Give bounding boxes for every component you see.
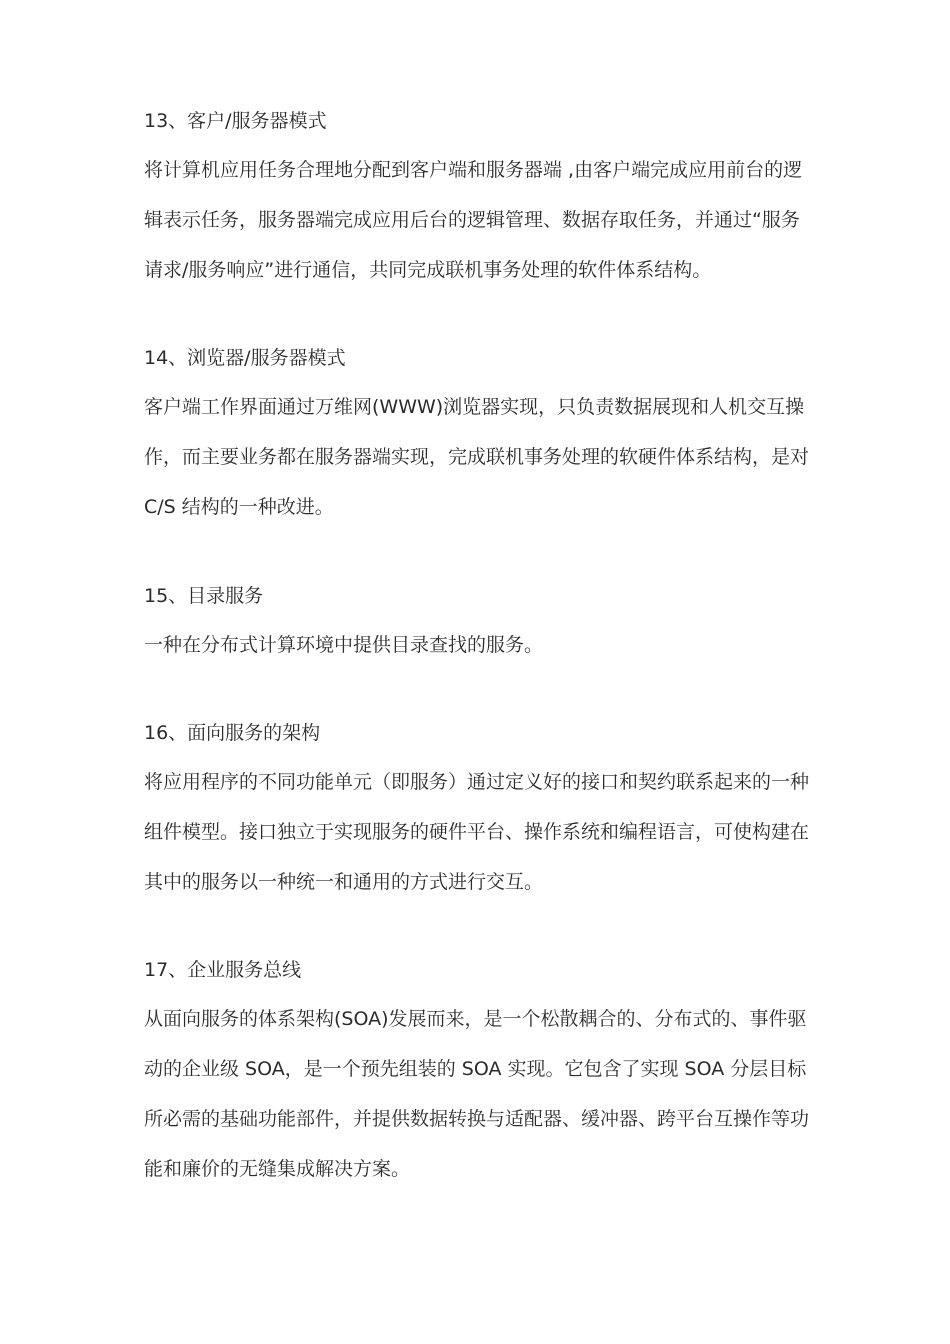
paragraph-line: 辑表示任务，服务器端完成应用后台的逻辑管理、数据存取任务，并通过“服务: [144, 209, 800, 231]
paragraph-line: 将应用程序的不同功能单元（即服务）通过定义好的接口和契约联系起来的一种: [144, 771, 810, 793]
paragraph-line: 从面向服务的体系架构(SOA)发展而来，是一个松散耦合的、分布式的、事件驱: [144, 1008, 807, 1030]
section-heading: 16、面向服务的架构: [144, 722, 321, 744]
section-browser-server-mode: [144, 345, 816, 520]
paragraph-line: 作，而主要业务都在服务器端实现，完成联机事务处理的软硬件体系结构，是对: [144, 446, 810, 468]
section-service-oriented-architecture: [144, 720, 816, 895]
section-heading: 17、企业服务总线: [144, 959, 302, 981]
section-heading: 14、浏览器/服务器模式: [144, 347, 346, 369]
paragraph-line: 所必需的基础功能部件，并提供数据转换与适配器、缓冲器、跨平台互操作等功: [144, 1108, 810, 1130]
paragraph-line: 能和廉价的无缝集成解决方案。: [144, 1158, 411, 1180]
paragraph-line: 组件模型。接口独立于实现服务的硬件平台、操作系统和编程语言，可使构建在: [144, 821, 810, 843]
paragraph-line: 动的企业级 SOA，是一个预先组装的 SOA 实现。它包含了实现 SOA 分层目标: [144, 1058, 807, 1080]
section-heading: 13、客户/服务器模式: [144, 110, 327, 132]
paragraph-line: 客户端工作界面通过万维网(WWW)浏览器实现，只负责数据展现和人机交互操: [144, 396, 805, 418]
paragraph-line: 其中的服务以一种统一和通用的方式进行交互。: [144, 871, 544, 893]
paragraph-line: 请求/服务响应”进行通信，共同完成联机事务处理的软件体系结构。: [144, 259, 712, 281]
section-enterprise-service-bus: [144, 957, 816, 1182]
section-directory-service: [144, 583, 816, 658]
paragraph-line: C/S 结构的一种改进。: [144, 496, 334, 518]
paragraph-line: 将计算机应用任务合理地分配到客户端和服务器端 ,由客户端完成应用前台的逻: [144, 159, 803, 181]
section-client-server-mode: [144, 108, 816, 283]
paragraph-line: 一种在分布式计算环境中提供目录查找的服务。: [144, 634, 544, 656]
section-heading: 15、目录服务: [144, 585, 264, 607]
